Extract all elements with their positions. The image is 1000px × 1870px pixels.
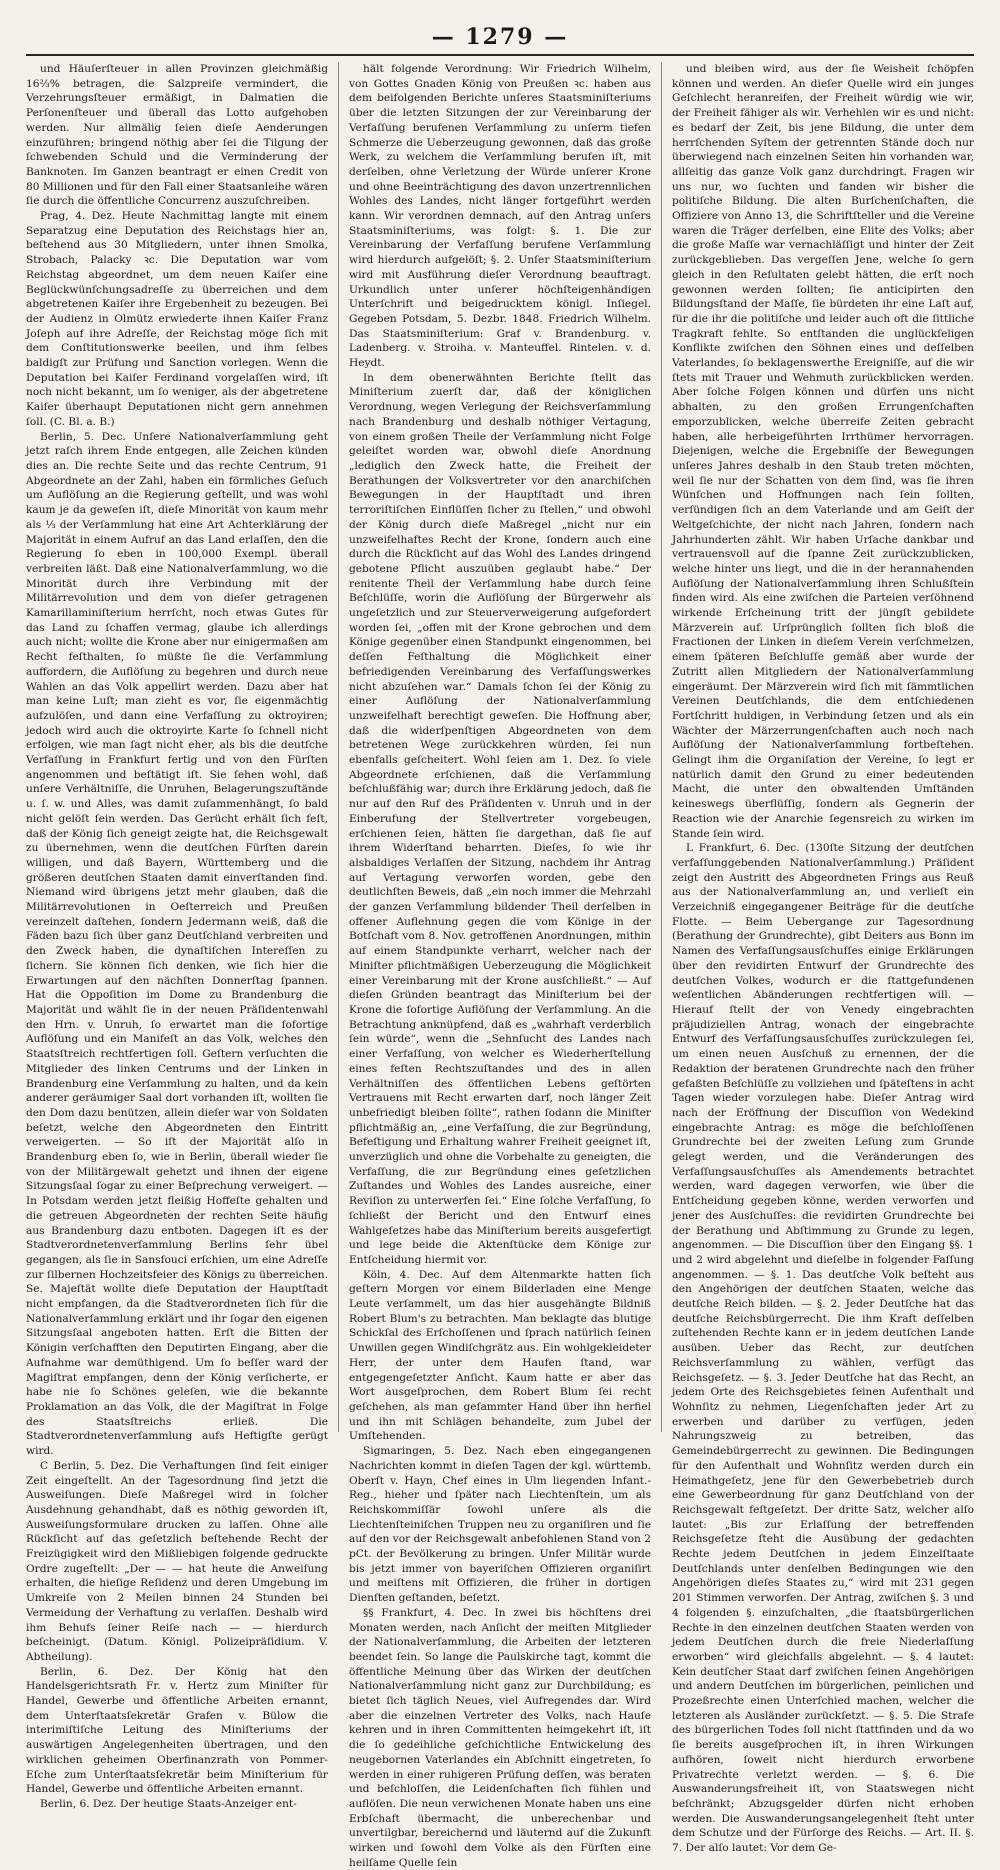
article-paragraph: In dem obenerwähnten Berichte ſtellt das Miniſterium zuerſt dar, daß der königlichen Verordnung, wegen Verlegung der Reichsverſammlung nach Brandenburg und deshalb nöthiger Vertagung, von einem großen Theile der Verſammlung nicht Folge geleiſtet worden war, obwohl dieſe Anordnung „lediglich den Zweck hatte, die Freiheit der Berathungen der Volksvertreter vor den anarchiſchen Bewegungen in der Hauptſtadt und ihren terroriſtiſchen Einflüſſen ſicher zu ſtellen,“ und obwohl der König durch dieſe Maßregel „nicht nur ein unzweifelhaftes Recht der Krone, ſondern auch eine durch die Rückſicht auf das Wohl des Landes dringend gebotene Pflicht auszuüben geglaubt habe.“ Der renitente Theil der Verſammlung habe durch ſeine Beſchlüſſe, worin die Auflöſung der Bürgerwehr als ungeſetzlich und zur Steuerverweigerung aufgefordert worden ſei, „offen mit der Krone gebrochen und dem Könige gegenüber einen Standpunkt eingenommen, bei deſſen Feſthaltung die Möglichkeit einer befriedigenden Vereinbarung des Verfaſſungswerkes nicht abzuſehen war.“ Damals ſchon ſei der König zu einer Auflöſung der Nationalverſammlung unzweifelhaft berechtigt geweſen. Die Hoffnung aber, daß die widerſpenſtigen Abgeordneten von dem betretenen Wege zurückkehren würden, ſei nun ebenfalls geſcheitert. Wohl ſeien am 1. Dez. ſo viele Abgeordnete erſchienen, daß die Verſammlung beſchlußfähig war; durch ihre Erklärung jedoch, daß ſie nur auf den Ruf des Präſidenten v. Unruh und in der Einberufung der Stellvertreter vorgebeugen, erſchienen ſeien, hätten ſie dargethan, daß ſie auf ihrem Widerſtand beharrten. Dieſes, ſo wie ihr alsbaldiges Verlaſſen der Sitzung, nachdem ihr Antrag auf Vertagung verworfen worden, gebe den deutlichſten Beweis, daß „ein noch immer die Mehrzahl der ganzen Verſammlung bildender Theil derſelben in offener Auflehnung gegen die vom Könige in der Botſchaft vom 8. Nov. getroffenen Anordnungen, mithin auf einem Standpunkte verharrt, welcher nach der Miniſter pflichtmäßigen Ueberzeugung die Möglichkeit einer Vereinbarung mit der Krone ausſchließt.“ — Auf dieſen Gründen beantragt das Miniſterium bei der Krone die ſofortige Auflöſung der Verſammlung. An die Betrachtung anknüpfend, daß es „wahrhaft verderblich ſein würde“, wenn die „Sehnſucht des Landes nach einer Verfaſſung, von welcher es Wiederherſtellung eines feſten Rechtszuſtandes und des in allen Verhältniſſen des öffentlichen Lebens geſtörten Vertrauens mit Recht erwarten darf, noch länger Zeit unbefriedigt bleiben ſollte“, rathen ſodann die Miniſter pflichtmäßig an, „eine Verfaſſung, die zur Begründung, Befeſtigung und Erhaltung wahrer Freiheit geeignet iſt, unverzüglich und ohne die Vorbehalte zu geneigten, die Verfaſſung, die zur Begründung eines geſetzlichen Zuſtandes und Wohles des Landes ausreiche, einer Reviſion zu unterwerfen ſei.“ Eine ſolche Verfaſſung, ſo ſchließt der Bericht und den Entwurf eines Wahlgeſetzes habe das Miniſterium bereits ausgefertigt und lege beide die Aktenſtücke dem Könige zur Entſcheidung hiermit vor. xyxy=(349,371,651,1266)
column-1 xyxy=(26,62,328,1810)
article-paragraph: L Frankfurt, 6. Dec. (130ſte Sitzung der deutſchen verfaſſunggebenden Nationalverſammlung.) Präſident zeigt den Austritt des Abgeordneten Frings aus Reuß aus der Nationalverſammlung an, und verlieſt ein Verzeichniß eingegangener Beiträge für die deutſche Flotte. — Beim Uebergange zur Tagesordnung (Berathung der Grundrechte), gibt Deiters aus Bonn im Namen des Verfaſſungsausſchuſſes einige Erklärungen über den revidirten Entwurf der Grundrechte des deutſchen Volkes, wodurch er die ſtattgefundenen weſentlichen Abänderungen rechtfertigen will. — Hierauf ſtellt der von Venedy eingebrachten präjudiziellen Antrag, wonach der eingebrachte Entwurf des Verfaſſungsausſchuſſes zurückzulegen ſei, um einen neuen Ausſchuß zu ernennen, der die Redaktion der beratenen Grundrechte nach den früher gefaßten Beſchlüſſe zu vollziehen und ſpäteſtens in acht Tagen wieder vorzulegen habe. Dieſer Antrag wird nach der Eröffnung der Discuſſion von Wedekind eingebrachte Antrag: es möge die beſchloſſenen Grundrechte bei der zweiten Leſung zum Grunde gelegt werden, und die Veränderungen des Verfaſſungsausſchuſſes als Amendements betrachtet werden, ward dagegen verworfen, wie über die Entſcheidung gegeben könne, werden verworfen und jener des Ausſchuſſes: die revidirten Grundrechte bei der Berathung und Abſtimmung zu Grunde zu legen, angenommen. — Die Discuſſion über den Eingang §§. 1 und 2 wird abgelehnt und dieſelbe in folgender Faſſung angenommen. — §. 1. Das deutſche Volk beſteht aus den Angehörigen der deutſchen Staaten, welche das deutſche Reich bilden. — §. 2. Jeder Deutſche hat das deutſche Reichsbürgerrecht. Die ihm Kraft deſſelben zuſtehenden Rechte kann er in jedem deutſchen Lande ausüben. Ueber das Recht, zur deutſchen Reichsverſammlung zu wählen, verfügt das Reichsgeſetz. — §. 3. Jeder Deutſche hat das Recht, an jedem Orte des Reichsgebietes ſeinen Aufenthalt und Wohnſitz zu nehmen, Liegenſchaften jeder Art zu erwerben und darüber zu verfügen, jeden Nahrungszweig zu betreiben, das Gemeindebürgerrecht zu gewinnen. Die Bedingungen für den Aufenthalt und Wohnſitz werden durch ein Heimathgeſetz, jene für den Gewerbebetrieb durch eine Gewerbeordnung für ganz Deutſchland von der Reichsgewalt feſtgeſetzt. Der dritte Satz, welcher alſo lautet: „Bis zur Erlaſſung der betreffenden Reichsgeſetze ſteht die Ausübung der gedachten Rechte jedem Deutſchen in jedem Einzelſtaate Deutſchlands unter denſelben Bedingungen wie den Angehörigen dieſes Staates zu,“ wird mit 231 gegen 201 Stimmen verworfen. Der Antrag, zwiſchen §. 3 und 4 folgenden §. einzuſchalten, „die ſtaatsbürgerlichen Rechte in den einzelnen deutſchen Staaten werden von jedem Deutſchen durch die freie Niederlaſſung erworben“ wird gleichfalls abgelehnt. — §. 4 lautet: Kein deutſcher Staat darf zwiſchen ſeinen Angehörigen und andern Deutſchen im bürgerlichen, peinlichen und Prozeßrechte einen Unterſchied machen, welcher die letzteren als Ausländer zurückſetzt. — §. 5. Die Strafe des bürgerlichen Todes ſoll nicht ſtattfinden und da wo ſie bereits ausgeſprochen iſt, in ihren Wirkungen aufhören, ſoweit nicht hierdurch erworbene Privatrechte verletzt werden. — §. 6. Die Auswanderungsfreiheit iſt, von Staatswegen nicht beſchränkt; Abzugsgelder dürfen nicht erhoben werden. Die Auswanderungsangelegenheit ſteht unter dem Schutze und der Fürſorge des Reichs. — Art. II. §. 7. Der alſo lautet: Vor dem Ge- xyxy=(672,842,974,1855)
article-paragraph: Prag, 4. Dez. Heute Nachmittag langte mit einem Separatzug eine Deputation des Reichstags hier an, beſtehend aus 30 Mitgliedern, unter ihnen Smolka, Strobach, Palacky ꝛc. Die Deputation war vom Reichstag abgeordnet, um dem neuen Kaiſer eine Beglückwünſchungsadreſſe zu überreichen und dem abgetretenen Kaiſer ihre Ergebenheit zu bezeugen. Bei der Audienz in Olmütz erwiederte ihnen Kaiſer Franz Joſeph auf ihre Adreſſe, der Reichstag möge ſich mit dem Conſtitutionswerke beeilen, und ihm ſelbes baldigſt zur Prüfung und Sanction vorlegen. Wenn die Deputation bei Kaiſer Ferdinand vorgelaſſen wird, iſt noch nicht bekannt, um ſo weniger, als der abgetretene Kaiſer überhaupt Deputationen nicht gern annehmen ſoll. (C. Bl. a. B.) xyxy=(26,210,328,428)
page-number: — 1279 — xyxy=(431,24,569,50)
article-paragraph: Berlin, 6. Dez. Der König hat den Handelsgerichtsrath Fr. v. Hertz zum Miniſter für Handel, Gewerbe und öffentliche Arbeiten ernannt, dem Unterſtaatsſekretär Grafen v. Bülow die interimiſtiſche Leitung des Miniſteriums der auswärtigen Angelegenheiten übertragen, und den wirklichen geheimen Oberfinanzrath von Pommer-Eſche zum Unterſtaatsſekretär beim Miniſterium für Handel, Gewerbe und öffentliche Arbeiten ernannt. xyxy=(26,1665,328,1796)
article-paragraph: und Häuſerſteuer in allen Provinzen gleichmäßig 16⅔% betragen, die Salzpreiſe vermindert, die Verzehrungsſteuer ermäßigt, in Dalmatien die Perſonenſteuer und überall das Lotto aufgehoben werden. Nur allmälig ſeien dieſe Aenderungen einzuführen; bringend nöthig aber ſei die Tilgung der ſchwebenden Schuld und die Verminderung der Banknoten. Im Ganzen beantragt er einen Credit von 80 Millionen und für den Fall einer Staatsanleihe wären ſie durch die öffentliche Concurrenz auszuſchreiben. xyxy=(26,63,328,208)
column-3 xyxy=(661,62,974,1855)
article-paragraph: Sigmaringen, 5. Dez. Nach eben eingegangenen Nachrichten kommt in dieſen Tagen der kgl. württemb. Oberſt v. Hayn, Chef eines in Ulm liegenden Infant.-Reg., hieher und ſpäter nach Liechtenſtein, um als Reichskommiſſär ſowohl unſere als die Liechtenſteiniſchen Truppen neu zu organiſiren und ſie auf den vor der Reichsgewalt anbefohlenen Stand von 2 pCt. der Bevölkerung zu bringen. Unſer Militär wurde bis jetzt immer von bayeriſchen Offizieren organiſirt und meiſtens mit Offizieren, die früher in dortigen Dienſten geſtanden, beſetzt. xyxy=(349,1445,651,1605)
article-paragraph: und bleiben wird, aus der ſie Weisheit ſchöpfen können und werden. An dieſer Quelle wird ein junges Geſchlecht heranreifen, der Freiheit würdig wie wir, der Freiheit fähiger als wir. Verhehlen wir es und nicht: es bedarf der Zeit, bis jene Bildung, die unter dem herrſchenden Syſtem der getrennten Stände doch nur überwiegend nach einzelnen Seiten hin vorhanden war, allſeitig das ganze Volk ganz durchdringt. Fragen wir uns nur, wo ſuchten und fanden wir bisher die politiſche Bildung. Die alten Burſchenſchaften, die Offiziere von Anno 13, die Schriftſteller und die Vereine waren die Träger derſelben, eine Elite des Volks; aber die große Maſſe war vernachläſſigt und hinter der Zeit zurückgeblieben. Das vergeſſen Jene, welche ſo gern gleich in den Reſultaten gelebt hätten, die erſt noch gewonnen werden ſollten; ſie anticipirten den Bildungsſtand der Maſſe, ſie bürdeten ihr eine Laſt auf, für die ihr die politiſche und leider auch oft die ſittliche Tragkraft fehlte. So entſtanden die unglückſeligen Konflikte zwiſchen den Söhnen eines und deſſelben Vaterlandes, ſo beklagenswerthe Ereigniſſe, auf die wir ſtets mit Trauer und Wehmuth zurückblicken werden. Aber ſolche Folgen können und dürfen uns nicht abhalten, zu den großen Errungenſchaften emporzublicken, welche überreife Zeiten gebracht haben, alle herbeigeführten Irrthümer hervorragen. Diejenigen, welche die Ergebniſſe der Bewegungen unſeres Jahres deshalb in den Staub treten möchten, weil ſie nur der Schatten von dem ſind, was ſie ihren Wünſchen und Hoffnungen nach ſein ſollten, verſündigen ſich an dem Vaterlande und am Geiſt der Weltgeſchichte, der nicht nach Jahren, ſondern nach Jahrhunderten zählt. Wir haben Urſache dankbar und vertrauensvoll auf die ſpanne Zeit zurückzublicken, welche hinter uns liegt, und die in der herannahenden Auflöſung der Nationalverſammlung ihren Schlußſtein finden wird. Als eine zwiſchen die Parteien verſöhnend wirkende Erſcheinung tritt der jüngſt gebildete Märzverein auf. Urſprünglich ſollten ſich bloß die Fractionen der Linken in dieſem Verein verſchmelzen, einem ſpäteren Beſchluſſe gemäß aber wurde der Zutritt allen Mitgliedern der Nationalverſammlung eingeräumt. Der Märzverein wird ſich mit ſämmtlichen Vereinen Deutſchlands, die dem entſchiedenen Fortſchritt huldigen, in Verbindung ſetzen und als ein Wächter der Märzerrungenſchaften auch noch nach Auflöſung der Nationalverſammlung fortbeſtehen. Gelingt ihm die Organiſation der Vereine, ſo legt er natürlich damit den Grund zu einer bedeutenden Macht, die unter den obwaltenden Umſtänden keineswegs überflüſſig, ſondern als Gegnerin der Reaction wie der Anarchie ſegensreich zu wirken im Stande ſein wird. xyxy=(672,63,974,840)
article-paragraph: Berlin, 6. Dez. Der heutige Staats-Anzeiger ent- xyxy=(40,1797,297,1810)
article-paragraph: Köln, 4. Dec. Auf dem Altenmarkte hatten ſich geſtern Morgen vor einem Bilderladen eine Menge Leute verſammelt, um das hier ausgehängte Bildniß Robert Blum's zu betrachten. Man beklagte das blutige Schickſal des Erſchoſſenen und ſprach natürlich ſeinen Unwillen gegen Windiſchgrätz aus. Ein wohlgekleideter Herr, der unter dem Haufen ſtand, war entgegengeſetzter Anſicht. Kaum hatte er aber das Wort ausgeſprochen, dem Robert Blum ſei recht geſchehen, als man geſammter Hand über ihn herfiel und ihn mit Schlägen behandelte, zum Jubel der Umſtehenden. xyxy=(349,1268,651,1443)
page-header xyxy=(26,14,974,56)
columns xyxy=(26,62,974,1869)
column-2 xyxy=(338,62,651,1869)
article-paragraph: C Berlin, 5. Dez. Die Verhaftungen ſind ſeit einiger Zeit eingeſtellt. An der Tagesordnung ſind jetzt die Ausweiſungen. Dieſe Maßregel wird in ſolcher Ausdehnung gehandhabt, daß es nöthig geworden iſt, Ausweiſungsformulare drucken zu laſſen. Ohne alle Rückſicht auf das geſetzlich beſtehende Recht der Freizügigkeit wird den Mißliebigen folgende gedruckte Ordre zugeſtellt: „Der — — hat heute die Anweiſung erhalten, die hieſige Reſidenz und deren Umgebung im Umkreiſe von 2 Meilen binnen 24 Stunden bei Vermeidung der Verhaftung zu verlaſſen. Deshalb wird ihm Behufs ſeiner Reiſe nach — — hierdurch beſcheinigt. (Datum. Königl. Polizeipräſidium. V. Abtheilung). xyxy=(26,1459,328,1663)
article-paragraph: hält folgende Verordnung: Wir Friedrich Wilhelm, von Gottes Gnaden König von Preußen ꝛc. haben aus dem beifolgenden Berichte unſeres Staatsminiſteriums über die letzten Sitzungen der zur Vereinbarung der Verfaſſung berufenen Verſammlung zu unſerm tiefen Schmerze die Ueberzeugung gewonnen, daß das große Werk, zu welchem die Verſammlung berufen iſt, mit derſelben, ohne Verletzung der Würde unſerer Krone und ohne Beeinträchtigung des davon unzertrennlichen Wohles des Landes, nicht länger fortgeführt werden kann. Wir verordnen demnach, auf den Antrag unſers Staatsminiſteriums, was folgt: §. 1. Die zur Vereinbarung der Verfaſſung berufene Verſammlung wird hierdurch aufgelöſt; §. 2. Unſer Staatsminiſterium wird mit Ausführung dieſer Verordnung beauftragt. Urkundlich unter unſerer höchſteigenhändigen Unterſchrift und beigedrucktem königl. Inſiegel. Gegeben Potsdam, 5. Dezbr. 1848. Friedrich Wilhelm. Das Staatsminiſterium: Graf v. Brandenburg. v. Ladenberg. v. Stroiha. v. Manteuffel. Rintelen. v. d. Heydt. xyxy=(349,63,651,370)
article-paragraph: Berlin, 5. Dec. Unſere Nationalverſammlung geht jetzt raſch ihrem Ende entgegen, alle Zeichen künden dies an. Die rechte Seite und das rechte Centrum, 91 Abgeordnete an der Zahl, haben ein förmliches Geſuch um Auflöſung an die Regierung geſtellt, und was wohl kaum je da geweſen iſt, dieſe Minorität von kaum mehr als ⅓ der Verſammlung hat eine Art Achterklärung der Majorität in einem Aufruf an das Land erlaſſen, den die Regierung ſo eben in 100,000 Exempl. überall verbreiten läßt. Daß eine Nationalverſammlung, wo die Minorität durch ihre Verbindung mit der Militärrevolution und dem von dieſer getragenen Kamarillaminiſterium herrſcht, noch etwas Gutes für das Land zu ſchaffen vermag, glaube ich allerdings auch nicht; wollte die Krone aber nur einigermaßen am Recht feſthalten, ſo müßte ſie die Verſammlung auffordern, die Auflöſung zu begehren und durch neue Wahlen an das Volk appellirt werden. Dazu aber hat man keine Luſt; man zieht es vor, ſie eigenmächtig aufzulöſen, und dann eine Verfaſſung zu oktroyiren; jedoch wird auch die oktroyirte Karte ſo ſchnell nicht erfolgen, wie man ſagt nicht eher, als bis die deutſche Verfaſſung in Frankfurt fertig und von den Fürſten angenommen und beſtätigt iſt. Sie ſehen wohl, daß unſere Verhältniſſe, die Unruhen, Belagerungszuſtände u. ſ. w. und Alles, was damit zuſammenhängt, ſo bald nicht gelöſt ſein werden. Das Gerücht erhält ſich feſt, daß der König ſich geneigt zeigte hat, die Reichsgewalt zu übernehmen, wenn die deutſchen Fürſten darein willigen, und daß Bayern, Württemberg und die größeren deutſchen Staaten damit einverſtanden ſind. Niemand wird übrigens jetzt mehr glauben, daß die Militärrevolutionen in Oeſterreich und Preußen vereinzelt daſtehen, ſondern Jedermann weiß, daß die Fäden bazu ſich über ganz Deutſchland verbreiten und den Zweck haben, die dynaſtiſchen Intereſſen zu ſichern. Sie können ſich denken, wie ſich hier die Erwartungen auf den nächſten Donnerſtag ſpannen. Hat die Oppoſition im Dome zu Brandenburg die Majorität und wählt ſie in der neuen Präſidentenwahl den Hrn. v. Unruh, ſo erwartet man die ſofortige Auflöſung und ein Manifeſt an das Volk, welches den Staatsſtreich rechtfertigen ſoll. Geſtern verſuchten die Mitglieder des linken Centrums und der Linken in Brandenburg eine Verſammlung zu halten, und da kein anderer geräumiger Saal dort vorhanden iſt, wollten ſie den Dom dazu benützen, allein dieſer war von Soldaten beſetzt, welche den Abgeordneten den Eintritt verweigerten. — So iſt der Majorität alſo in Brandenburg eben ſo, wie in Berlin, überall wieder ſie von der Militärgewalt gehetzt und ihnen der eigene Sitzungsſaal ſogar zu einer Beſprechung verweigert. — In Potsdam werden jetzt fleißig Hoffeſte gehalten und die getreuen Abgeordneten der rechten Seite häufig aus Brandenburg dazu entboten. Dagegen iſt es der Stadtverordnetenverſammlung Berlins ſehr übel gegangen, als ſie in Sansſouci erſchien, um eine Adreſſe zur ſilbernen Hochzeitsfeier des Königs zu überreichen. Se. Majeſtät wollte dieſe Deputation der Hauptſtadt nicht empfangen, da die Stadtverordneten ſich für die Nationalverſammlung erklärt und ihr ſogar den eigenen Sitzungsſaal angeboten hatten. Erſt die Bitten der Königin verſchafften den Deputirten Eingang, aber die Aufnahme war demüthigend. Um ſo beſſer ward der Magiſtrat empfangen, denn der König verſicherte, er habe nie ſo Schönes geleſen, wie die bekannte Proklamation an das Volk, die der Magiſtrat in Folge des Staatsſtreichs erließ. Die Stadtverordnetenverſammlung aufs Heftigſte gerügt wird. xyxy=(26,430,328,1458)
article-paragraph: §§ Frankfurt, 4. Dec. In zwei bis höchſtens drei Monaten werden, nach Anſicht der meiſten Mitglieder der Nationalverſammlung, die Arbeiten der letzteren beendet ſein. So lange die Paulskirche tagt, kommt die öffentliche Meinung über das Wirken der deutſchen Nationalverſammlung nicht ganz zur Durchbildung; es bietet ſich täglich Neues, viel Aufregendes dar. Wird aber die einzelnen Vertreter des Volks, nach Hauſe kehren und in ihren Committenten heimgekehrt iſt, iſt die ſo gedeihliche geſchichtliche Entwickelung des neugebornen Vaterlandes ein Abſchnitt eingetreten, ſo werden in einer ruhigeren Prüfung deſſen, was beraten und beſchloſſen, die Leidenſchaften ſich fühlen und auflöſen. Die neun verwichenen Monate haben uns eine Erbſchaft übermacht, die unberechenbar und unvertilgbar, bereichernd und läuternd auf die Zukunft wirken und ſowohl dem Volke als den Fürſten eine heilſame Quelle ſein xyxy=(349,1606,651,1869)
